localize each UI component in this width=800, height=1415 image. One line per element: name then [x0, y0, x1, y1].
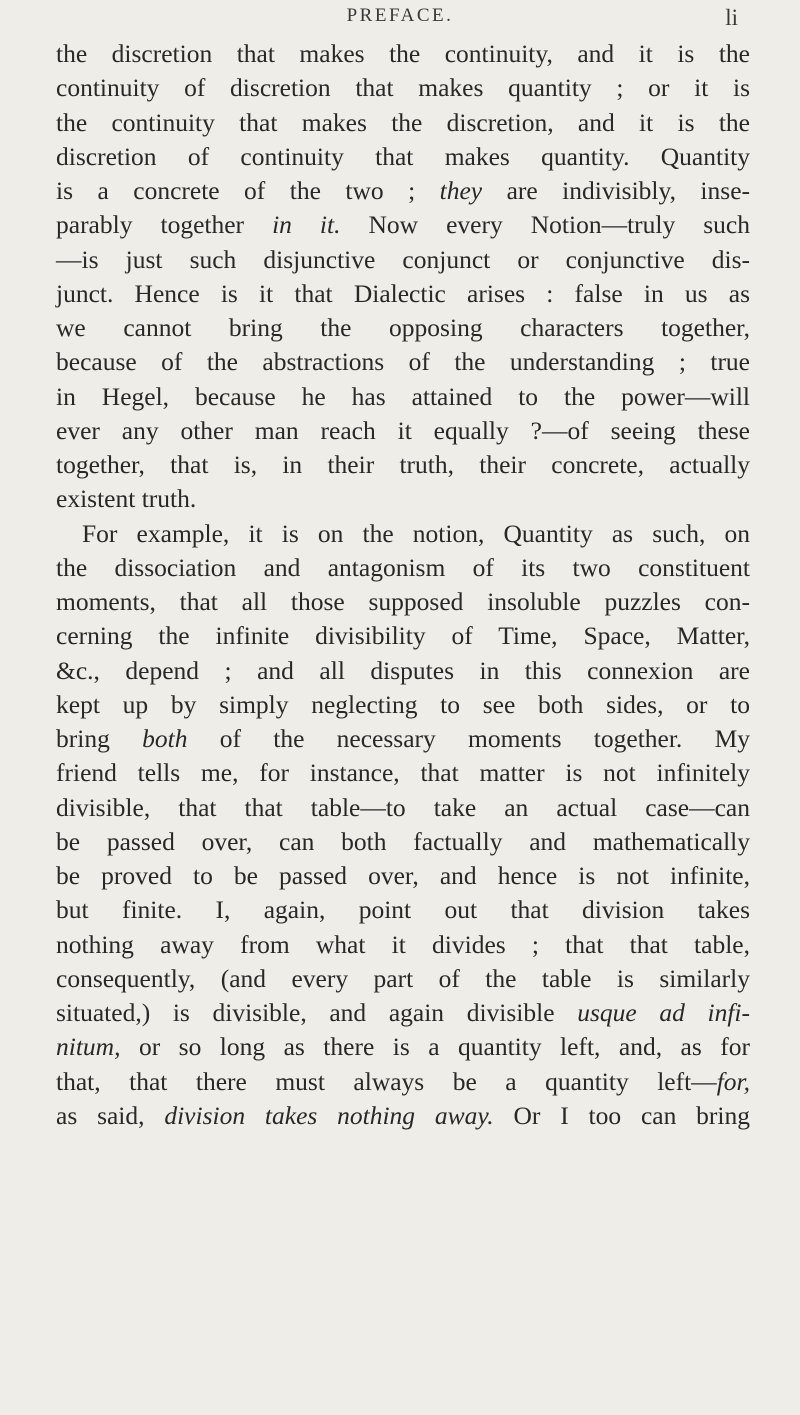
running-head: PREFACE. [346, 5, 454, 26]
text-line: that, that there must always be a quantity left—for, [56, 1066, 750, 1096]
text-line: as said, division takes nothing away. Or I too can bring [56, 1100, 750, 1130]
page-number: li [725, 5, 738, 30]
text-line: junct. Hence is it that Dialectic arises : false in us as [56, 278, 750, 308]
italic-text: both [142, 724, 188, 753]
text-line: be proved to be passed over, and hence is not infinite, [56, 861, 750, 890]
text-line: bring both of the necessary moments together. My [56, 724, 751, 753]
text-line: we cannot bring the opposing characters together, [56, 313, 750, 342]
text-line: because of the abstractions of the understanding ; true [56, 347, 750, 377]
text-line: together, that is, in their truth, their concrete, actually [56, 450, 750, 479]
text-line: consequently, (and every part of the table is similarly [56, 963, 750, 993]
text-line: moments, that all those supposed insoluble puzzles con- [56, 587, 750, 616]
italic-text: usque ad infi- [577, 998, 750, 1027]
text-line: nitum, or so long as there is a quantity left, and, as for [56, 1032, 750, 1062]
italic-text: nitum, [56, 1032, 121, 1062]
text-line: kept up by simply neglecting to see both sides, or to [56, 689, 750, 719]
text-line: existent truth. [56, 484, 197, 514]
text-line: be passed over, can both factually and mathematically [56, 826, 750, 856]
text-line: divisible, that that table—to take an actual case—can [56, 792, 750, 822]
text-line: the dissociation and antagonism of its two constituent [56, 552, 750, 582]
text-line: the discretion that makes the continuity, and it is the [56, 39, 750, 68]
text-line: in Hegel, because he has attained to the power—will [56, 381, 750, 411]
text-line: discretion of continuity that makes quantity. Quantity [56, 141, 750, 171]
text-line: but finite. I, again, point out that division takes [56, 895, 750, 925]
text-line: For example, it is on the notion, Quantity as such, on [82, 518, 750, 548]
text-line: nothing away from what it divides ; that that table, [56, 929, 750, 959]
body-text [56, 37, 750, 1133]
text-line: ever any other man reach it equally ?—of seeing these [56, 415, 750, 445]
text-line: friend tells me, for instance, that matter is not infinitely [56, 758, 750, 788]
text-line: &c., depend ; and all disputes in this connexion are [56, 655, 750, 685]
text-line: continuity of discretion that makes quantity ; or it is [56, 73, 750, 103]
text-line: parably together in it. Now every Notion—truly such [56, 210, 750, 240]
italic-text: they [439, 176, 483, 205]
text-line: the continuity that makes the discretion, and it is the [56, 107, 750, 137]
italic-text: in it. [272, 210, 341, 240]
text-line: situated,) is divisible, and again divisible usque ad infi- [56, 998, 750, 1027]
italic-text: for, [716, 1066, 750, 1096]
text-line: is a concrete of the two ; they are indivisibly, inse- [56, 176, 750, 205]
page-header [0, 2, 800, 30]
text-line: —is just such disjunctive conjunct or conjunctive dis- [56, 244, 750, 274]
italic-text: division takes nothing away. [164, 1100, 494, 1130]
text-line: cerning the infinite divisibility of Time, Space, Matter, [56, 621, 750, 651]
